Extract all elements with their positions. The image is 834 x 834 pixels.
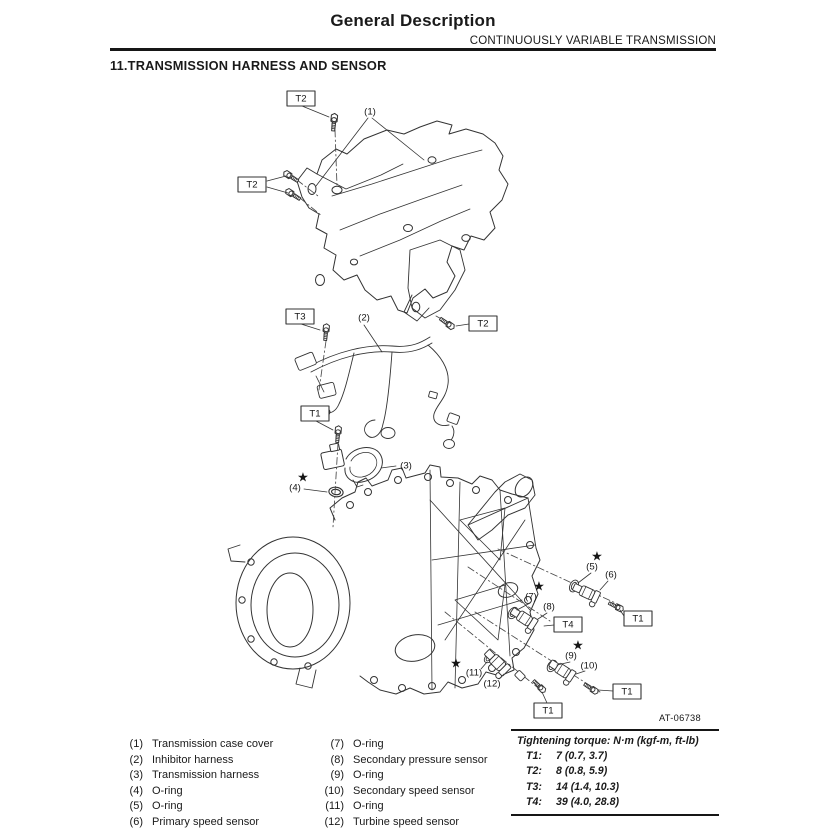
legend-label: Secondary speed sensor [353,784,475,797]
star-icon: ★ [533,578,545,594]
callout-box-t1-mid [301,406,329,421]
legend-label: O-ring [152,784,183,797]
part-callout-2: (2) [358,312,370,324]
torque-row [517,749,715,764]
inhibitor-switch-drawing [321,443,383,498]
part-callout-9: (9) [565,650,577,662]
legend-num: (9) [330,769,344,782]
legend-num: (8) [330,753,344,766]
legend-label: Transmission case cover [152,738,274,750]
legend-label: O-ring [152,800,183,813]
callout-text: T1 [309,408,321,420]
legend-label: Turbine speed sensor [353,815,459,828]
legend-num: (11) [325,800,344,813]
torque-row [517,764,715,779]
callout-box-t2-left [238,177,266,192]
callout-text: T1 [621,686,633,698]
legend-item [117,784,273,800]
figure-code: AT-06738 [658,713,701,723]
torque-value: 39 (4.0, 28.8) [556,795,620,808]
legend-label: O-ring [353,738,384,750]
part-callout-12: (12) [483,678,501,690]
part-callout-10: (10) [580,660,598,672]
callout-text: T4 [562,619,574,631]
legend-item [117,815,273,831]
legend-num: (4) [129,784,143,797]
legend-label: O-ring [353,769,384,782]
part-callout-8: (8) [543,601,555,613]
part-callout-4: (4) [289,482,301,494]
leader-lines [267,106,624,703]
legend-num: (6) [129,815,143,828]
callout-text: T2 [295,93,307,105]
torque-value: 7 (0.7, 3.7) [556,750,608,763]
legend-item [306,753,488,769]
torque-row [517,795,715,810]
legend-label: Inhibitor harness [152,753,234,766]
legend-item [306,737,488,753]
harness-drawing [294,337,460,449]
bolts [282,113,624,695]
callout-box-t1-c [534,703,562,718]
star-icon: ★ [591,548,603,564]
callout-box-t2-mid [469,316,497,331]
legend-num: (7) [330,738,344,750]
legend-item [117,799,273,815]
star-icon: ★ [572,637,584,653]
part-callout-3: (3) [400,460,412,472]
callout-box-t1-b [613,684,641,699]
callout-text: T1 [542,705,554,717]
legend-num: (5) [129,800,143,813]
torque-value: 8 (0.8, 5.9) [556,765,608,778]
part-callout-6: (6) [605,569,617,581]
torque-value: 14 (1.4, 10.3) [556,780,620,793]
callout-text: T2 [246,179,258,191]
legend-num: (12) [324,815,344,828]
torque-table [511,729,719,816]
star-icon: ★ [450,655,462,671]
legend-item [306,799,488,815]
part-callout-7: (7) [525,591,537,603]
legend-item [306,784,488,800]
part-callout-5: (5) [586,561,598,573]
torque-key: T4: [526,795,542,808]
page-title: General Description [330,11,496,30]
legend-num: (3) [129,769,143,782]
legend-column-1 [117,737,273,831]
legend-column-2 [306,737,488,831]
page-subtitle: CONTINUOUSLY VARIABLE TRANSMISSION [469,35,716,47]
legend-label: O-ring [353,800,384,813]
legend-label: Secondary pressure sensor [353,753,488,766]
torque-key: T2: [526,765,542,778]
torque-key: T1: [526,750,542,763]
legend-label: Primary speed sensor [152,815,259,828]
legend-label: Transmission harness [152,769,260,782]
section-title: 11.TRANSMISSION HARNESS AND SENSOR [110,58,387,73]
callout-box-t4 [554,617,582,632]
legend-item [306,768,488,784]
assembly-axis-lines [297,130,622,692]
legend-item [306,815,488,831]
legend-item [117,768,273,784]
case-cover-drawing [297,121,508,321]
torque-callout-boxes [238,91,652,718]
legend-num: (2) [129,753,143,766]
legend-num: (1) [129,738,143,750]
torque-key: T3: [526,780,542,793]
callout-text: T2 [477,318,489,330]
legend-num: (10) [324,784,344,797]
callout-box-t1-a [624,611,652,626]
callout-box-t2-top [287,91,315,106]
callout-box-t3 [286,309,314,324]
legend-item [117,737,273,753]
torque-table-title: Tightening torque: N·m (kgf-m, ft-lb) [517,735,699,747]
torque-row [517,780,715,795]
part-callout-11: (11) [465,667,483,679]
legend-item [117,753,273,769]
callout-text: T3 [294,311,306,323]
part-callout-1: (1) [364,106,376,118]
callout-text: T1 [632,613,644,625]
star-icon: ★ [297,469,309,485]
